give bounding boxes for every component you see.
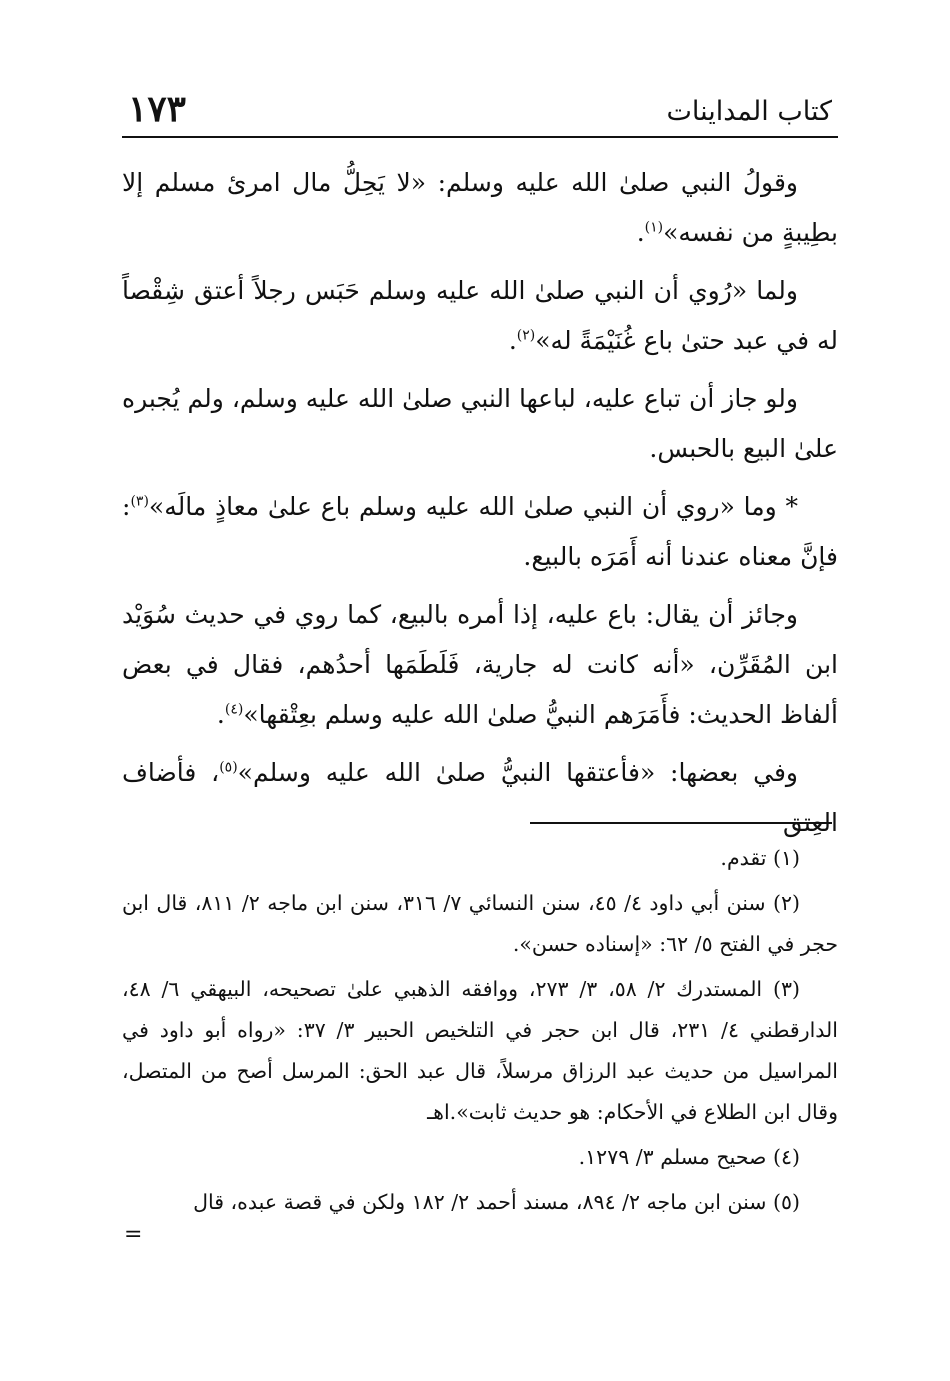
footnote: (٣) المستدرك ٢/ ٥٨، ٣/ ٢٧٣، ووافقه الذهبي علىٰ تصحيحه، البيهقي ٦/ ٤٨، الدارقطني ٤/ ٢٣١، قال ابن حجر في التلخيص الحبير ٣/ ٣٧: «رواه أبو داود في المراسيل من حديث عبد الرزاق مرسلاً، قال عبد الحق: المرسل أصح من المتصل، وقال ابن الطلاع في الأحكام: هو حديث ثابت».اهـ [122, 977, 838, 1124]
body-paragraph: ولو جاز أن تباع عليه، لباعها النبي صلىٰ الله عليه وسلم، ولم يُجبره علىٰ البيع بالحبس. [122, 384, 838, 463]
footnote-ref: (٤) [224, 701, 244, 718]
footnote: (٥) سنن ابن ماجه ٢/ ٨٩٤، مسند أحمد ٢/ ١٨٢ ولكن في قصة عبده، قال [193, 1190, 800, 1214]
footnote: (٢) سنن أبي داود ٤/ ٤٥، سنن النسائي ٧/ ٣١٦، سنن ابن ماجه ٢/ ٨١١، قال ابن حجر في الفتح ٥/ ٦٢: «إسناده حسن». [122, 891, 838, 956]
footnote-ref: (٣) [130, 493, 149, 510]
body-paragraph: * وما «روي أن النبي صلىٰ الله عليه وسلم باع علىٰ معاذٍ مالَه»$^{(٣)}$: فإنَّ معناه عندنا أنه أَمَرَه بالبيع. [122, 492, 838, 571]
footnote-ref: (٢) [516, 327, 536, 344]
footnotes [122, 838, 838, 1247]
body-paragraph: ولما «رُوي أن النبي صلىٰ الله عليه وسلم حَبَس رجلاً أعتق شِقْصاً له في عبد حتىٰ باع غُنَيْمَةً له»$^{(٢)}$. [122, 276, 838, 355]
footnote-ref: (١) [644, 219, 664, 236]
continued-mark: = [124, 1222, 143, 1247]
running-title: كتاب المداينات [666, 96, 832, 127]
main-text [122, 158, 838, 856]
page-number: ١٧٣ [128, 88, 187, 130]
footnote-separator [530, 822, 832, 824]
footnote-ref: (٥) [219, 759, 238, 776]
body-paragraph: وقولُ النبي صلىٰ الله عليه وسلم: «لا يَحِلُّ مال امرئ مسلم إلا بطِيبةٍ من نفسه»$^{(١)}$. [122, 168, 838, 247]
footnote: (١) تقدم. [720, 846, 800, 870]
body-paragraph: وجائز أن يقال: باع عليه، إذا أمره بالبيع، كما روي في حديث سُوَيْد ابن المُقَرِّن، «أنه كانت له جارية، فَلَطَمَها أحدُهم، فقال في بعض ألفاظ الحديث: فأَمَرَهم النبيُّ صلىٰ الله عليه وسلم بعِتْقها»$^{(٤)}$. [122, 600, 838, 729]
page-header [122, 86, 838, 138]
body-paragraph: وفي بعضها: «فأعتقها النبيُّ صلىٰ الله عليه وسلم»$^{(٥)}$، فأضاف العِتق [122, 758, 838, 837]
footnote: (٤) صحيح مسلم ٣/ ١٢٧٩. [578, 1145, 800, 1169]
